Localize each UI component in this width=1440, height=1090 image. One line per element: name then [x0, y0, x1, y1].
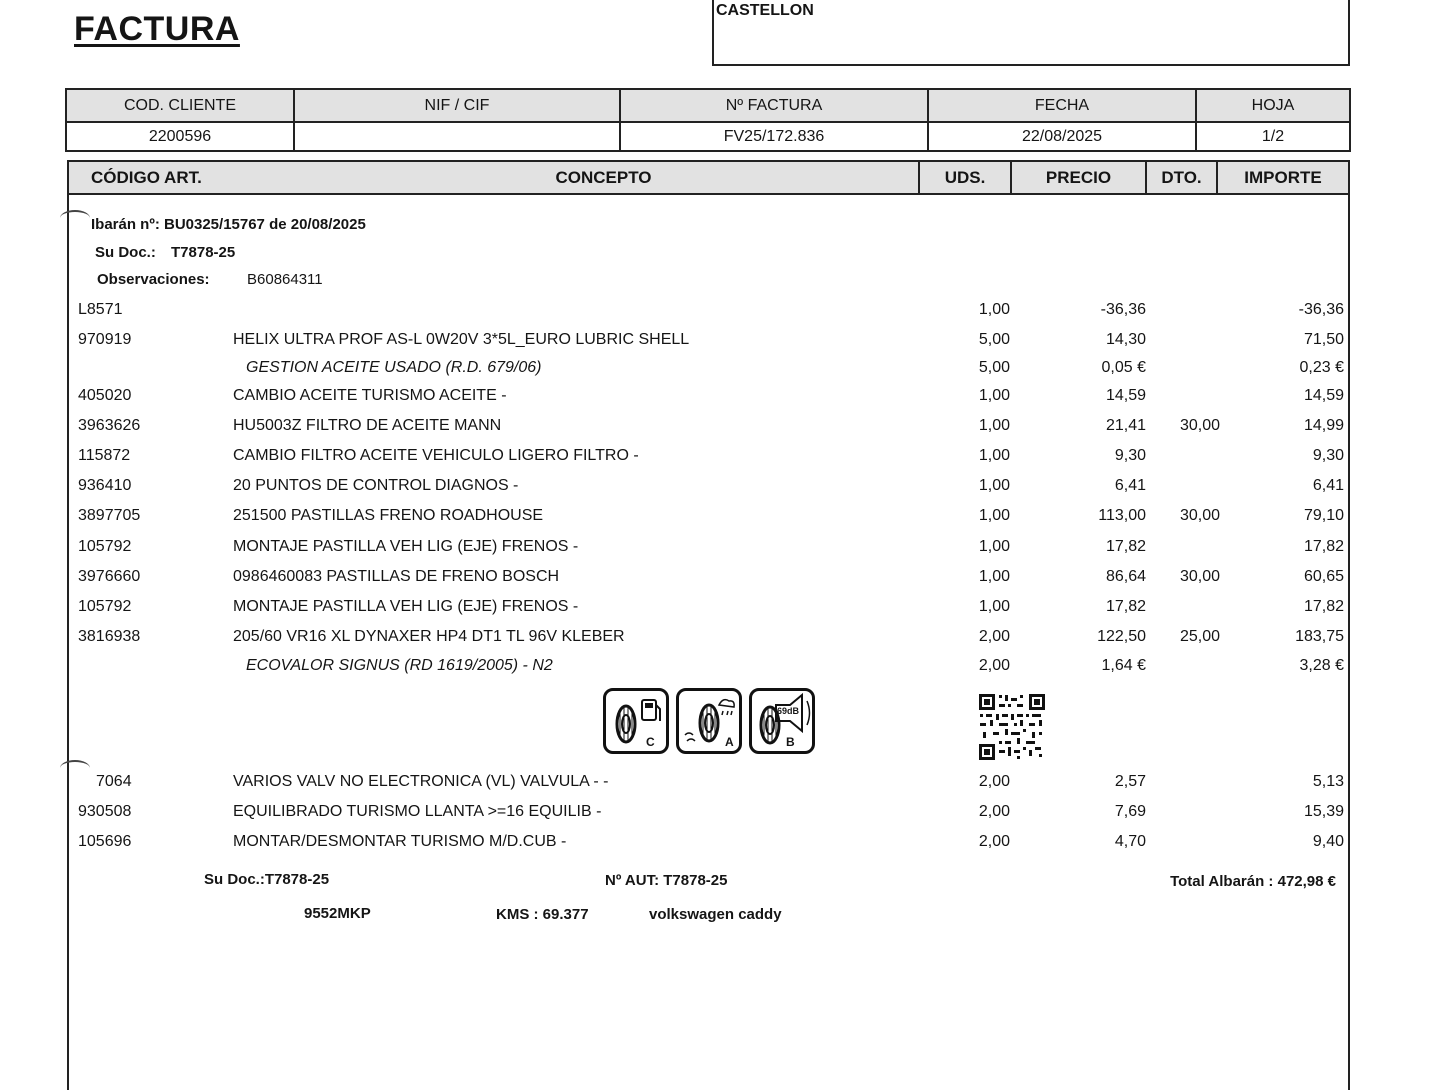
item-dto: 30,00 [1179, 507, 1220, 524]
col-concepto: CONCEPTO [289, 162, 920, 193]
item-precio: 86,64 [1105, 568, 1146, 585]
observaciones-value: B60864311 [247, 271, 323, 288]
table-row [0, 568, 1440, 592]
item-uds: 1,00 [978, 568, 1010, 585]
item-uds: 1,00 [978, 507, 1010, 524]
item-code: 3963626 [78, 417, 141, 434]
footer-kms: KMS : 69.377 [496, 906, 589, 923]
item-code: 3976660 [78, 568, 141, 585]
item-importe: 3,28 € [1299, 657, 1344, 674]
item-uds: 1,00 [978, 301, 1010, 318]
document-title: FACTURA [74, 10, 240, 48]
item-desc: HELIX ULTRA PROF AS-L 0W20V 3*5L_EURO LUBRIC SHELL [233, 331, 690, 348]
factura-label: Nº FACTURA [621, 90, 927, 123]
item-precio: 9,30 [1114, 447, 1146, 464]
item-code: 105792 [78, 538, 132, 555]
fecha-column [929, 90, 1197, 150]
wet-grip-badge [676, 688, 742, 754]
hoja-column [1197, 90, 1349, 150]
noise-badge [749, 688, 815, 754]
nif-value [295, 123, 619, 150]
item-code: 115872 [78, 447, 131, 464]
item-precio: 14,30 [1105, 331, 1146, 348]
table-row [0, 773, 1440, 797]
item-code: 3816938 [78, 628, 141, 645]
item-dto: 25,00 [1179, 628, 1220, 645]
item-uds: 1,00 [978, 387, 1010, 404]
item-uds: 2,00 [978, 657, 1010, 674]
footer-plate: 9552MKP [304, 905, 371, 922]
albaran-line: Ibarán nº: BU0325/15767 de 20/08/2025 [91, 216, 366, 233]
table-row [0, 803, 1440, 827]
table-row [0, 417, 1440, 441]
item-desc: 205/60 VR16 XL DYNAXER HP4 DT1 TL 96V KLEBER [233, 628, 625, 645]
item-precio: 14,59 [1105, 387, 1146, 404]
footer-su-doc: Su Doc.:T7878-25 [204, 871, 330, 888]
item-code: 3897705 [78, 507, 141, 524]
item-dto: 30,00 [1179, 568, 1220, 585]
item-code: L8571 [78, 301, 123, 318]
item-precio: 122,50 [1097, 628, 1146, 645]
item-importe: 14,99 [1303, 417, 1344, 434]
cod-cliente-column [67, 90, 295, 150]
item-importe: 183,75 [1295, 628, 1344, 645]
item-desc: MONTAJE PASTILLA VEH LIG (EJE) FRENOS - [233, 538, 579, 555]
col-importe: IMPORTE [1244, 167, 1322, 187]
item-uds: 1,00 [978, 417, 1010, 434]
items-column-header [69, 162, 1348, 195]
item-dto: 30,00 [1179, 417, 1220, 434]
item-precio: 0,05 € [1101, 359, 1146, 376]
fuel-efficiency-badge [603, 688, 669, 754]
su-doc-label: Su Doc.: [95, 244, 156, 261]
item-importe: 14,59 [1303, 387, 1344, 404]
item-code: 7064 [96, 773, 132, 790]
footer-n-aut: Nº AUT: T7878-25 [605, 872, 728, 889]
wet-grade: A [725, 735, 734, 749]
item-code: 930508 [78, 803, 132, 820]
noise-icon [752, 691, 818, 751]
nif-label: NIF / CIF [295, 90, 619, 123]
col-precio: PRECIO [1012, 162, 1147, 193]
item-importe: -36,36 [1298, 301, 1344, 318]
factura-column [621, 90, 929, 150]
qr-code [977, 692, 1047, 762]
item-precio: -36,36 [1100, 301, 1146, 318]
item-importe: 17,82 [1303, 598, 1344, 615]
item-code: 105696 [78, 833, 132, 850]
table-row [0, 447, 1440, 471]
item-uds: 2,00 [978, 803, 1010, 820]
items-box [67, 160, 1350, 1090]
item-importe: 9,30 [1312, 447, 1344, 464]
hoja-value: 1/2 [1261, 127, 1285, 145]
item-precio: 2,57 [1114, 773, 1146, 790]
item-precio: 6,41 [1114, 477, 1146, 494]
scan-mark [60, 210, 90, 226]
address-line: CASTELLON [716, 2, 814, 19]
table-row [0, 598, 1440, 622]
item-importe: 71,50 [1303, 331, 1344, 348]
item-importe: 5,13 [1312, 773, 1344, 790]
item-desc: 20 PUNTOS DE CONTROL DIAGNOS - [233, 477, 519, 494]
table-row [0, 657, 1440, 681]
item-importe: 15,39 [1303, 803, 1344, 820]
item-precio: 17,82 [1105, 538, 1146, 555]
item-precio: 1,64 € [1101, 657, 1146, 674]
item-importe: 0,23 € [1299, 359, 1344, 376]
fuel-efficiency-icon [606, 691, 666, 751]
item-precio: 113,00 [1098, 507, 1146, 524]
item-uds: 2,00 [978, 833, 1010, 850]
fecha-label: FECHA [929, 90, 1195, 123]
su-doc-value: T7878-25 [171, 244, 236, 261]
item-importe: 6,41 [1312, 477, 1344, 494]
observaciones-label: Observaciones: [97, 271, 210, 288]
item-code: 936410 [78, 477, 132, 494]
item-desc: ECOVALOR SIGNUS (RD 1619/2005) - N2 [246, 657, 553, 674]
item-precio: 7,69 [1114, 803, 1146, 820]
item-uds: 5,00 [978, 331, 1010, 348]
item-uds: 2,00 [978, 773, 1010, 790]
table-row [0, 628, 1440, 652]
item-code: 105792 [78, 598, 132, 615]
invoice-header-table [65, 88, 1351, 152]
table-row [0, 359, 1440, 383]
item-desc: 0986460083 PASTILLAS DE FRENO BOSCH [233, 568, 560, 585]
nif-column [295, 90, 621, 150]
item-desc: MONTAJE PASTILLA VEH LIG (EJE) FRENOS - [233, 598, 579, 615]
item-code: 405020 [78, 387, 132, 404]
table-row [0, 477, 1440, 501]
item-desc: EQUILIBRADO TURISMO LLANTA >=16 EQUILIB - [233, 803, 602, 820]
table-row [0, 331, 1440, 355]
footer-vehicle: volkswagen caddy [649, 906, 782, 923]
item-uds: 1,00 [978, 598, 1010, 615]
item-importe: 17,82 [1303, 538, 1344, 555]
factura-value: FV25/172.836 [723, 127, 825, 145]
cod-cliente-label: COD. CLIENTE [67, 90, 293, 123]
table-row [0, 387, 1440, 411]
item-desc: CAMBIO ACEITE TURISMO ACEITE - [233, 387, 507, 404]
item-precio: 4,70 [1114, 833, 1146, 850]
item-desc: GESTION ACEITE USADO (R.D. 679/06) [246, 359, 542, 376]
item-uds: 1,00 [978, 447, 1010, 464]
footer-total: Total Albarán : 472,98 € [1170, 873, 1336, 890]
item-desc: CAMBIO FILTRO ACEITE VEHICULO LIGERO FILTRO - [233, 447, 639, 464]
table-row [0, 301, 1440, 325]
item-desc: VARIOS VALV NO ELECTRONICA (VL) VALVULA - - [233, 773, 609, 790]
item-uds: 1,00 [978, 538, 1010, 555]
item-desc: MONTAR/DESMONTAR TURISMO M/D.CUB - [233, 833, 567, 850]
fecha-value: 22/08/2025 [1021, 127, 1103, 145]
item-uds: 5,00 [978, 359, 1010, 376]
cod-cliente-value: 2200596 [148, 127, 212, 145]
noise-db: 69dB [777, 706, 800, 716]
noise-class: B [786, 735, 795, 749]
item-precio: 17,82 [1105, 598, 1146, 615]
table-row [0, 507, 1440, 531]
col-dto: DTO. [1147, 162, 1218, 193]
col-uds: UDS. [920, 162, 1012, 193]
item-precio: 21,41 [1105, 417, 1146, 434]
item-importe: 79,10 [1303, 507, 1344, 524]
item-uds: 1,00 [978, 477, 1010, 494]
fuel-grade: C [646, 735, 655, 749]
item-desc: HU5003Z FILTRO DE ACEITE MANN [233, 417, 502, 434]
item-desc: 251500 PASTILLAS FRENO ROADHOUSE [233, 507, 544, 524]
item-uds: 2,00 [978, 628, 1010, 645]
item-importe: 9,40 [1312, 833, 1344, 850]
table-row [0, 833, 1440, 857]
col-codigo: CÓDIGO ART. [91, 167, 202, 187]
table-row [0, 538, 1440, 562]
item-importe: 60,65 [1303, 568, 1344, 585]
hoja-label: HOJA [1197, 90, 1349, 123]
item-code: 970919 [78, 331, 132, 348]
